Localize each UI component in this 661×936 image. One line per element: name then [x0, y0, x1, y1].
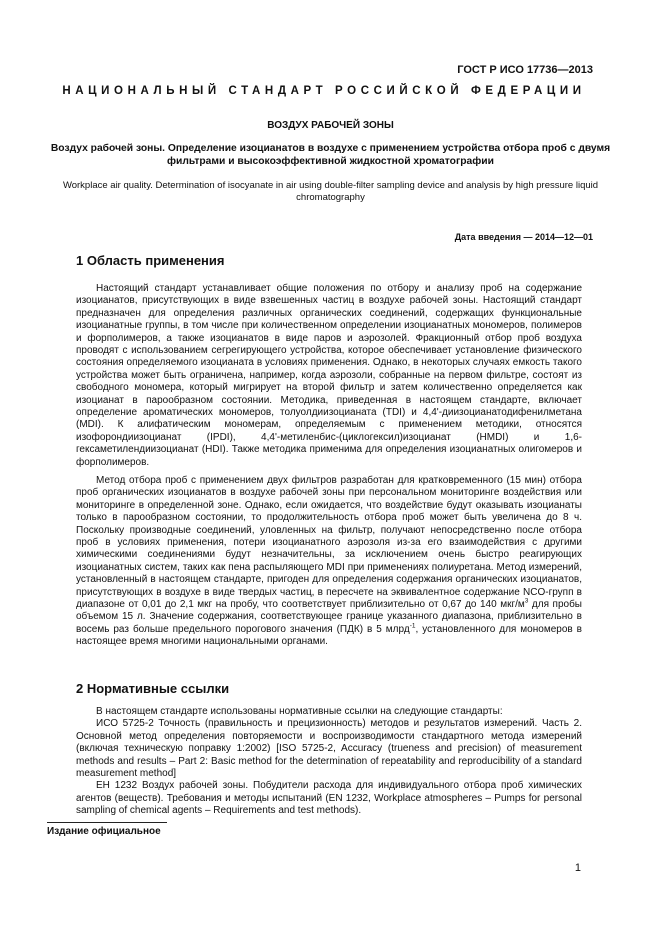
section-1-paragraph-2 — [76, 475, 582, 649]
superscript-cubed: 3 — [524, 597, 529, 605]
section-1-paragraph-2-part-a: Метод отбора проб с применением двух фильтров разработан для кратковременного (15 мин) отбора проб органических изоцианатов в воздухе рабочей зоны при персональном мониторинге воздействия или мониторинге в определенной зоне. Однако, если ожидается, что воздействие будут оказывать изоцианаты только в парообразном состоянии, то продолжительность отбора проб может быть увеличена до 8 ч. Поскольку производные соединений, уловленных на фильтр, получают непосредственно после отбора проб в условиях применения, потери изоцианатного аэрозоля из-за его взаимодействия с другими химическими соединениями будут незначительны, за исключением очень быстро реагирующих изоцианатных систем, таких как пена распыляющего MDI при применениях полиуретана. Метод измерений, установленный в настоящем стандарте, пригоден для определения содержания органических изоцианатов, присутствующих в воздухе в виде твердых частиц, в пересчете на эквивалентное содержание NCO-групп в диапазоне от 0,01 до 2,1 мкг на пробу, что соответствует приблизительно от 0,67 до 140 мкг/м — [76, 475, 582, 611]
superscript-minus-one: -1 — [409, 622, 416, 630]
section-1-paragraph-1: Настоящий стандарт устанавливает общие положения по отбору и анализу проб на содержание изоцианатов, присутствующих в виде взвешенных частиц в воздухе рабочей зоны. Настоящий стандарт предназначен для определения различных органических соединений, содержащих функциональные изоцианатные группы, в том числе при количественном определении изоцианатных мономеров, полимеров и форполимеров, а также изоцианатов в виде паров и аэрозолей. Фракционный отбор проб воздуха проводят с использованием сегрегирующего устройства, которое обеспечивает установление физического состояния определяемого изоцианата в условиях применения. Однако, в некоторых случаях емкость такого устройства может быть ограничена, например, когда аэрозоли, собранные на первом фильтре, состоят из свободного мономера, который мигрирует на второй фильтр и затем количественно определяется как изоцианат в парообразном состоянии. Методика, приведенная в настоящем стандарте, включает определение ароматических мономеров, толуолдиизоцианата (TDI) и 4,4'-диизоцианатодифенилметана (MDI). К алифатическим мономерам, определяемым с применением методики, относятся изофорондиизоцианат (IPDI), 4,4'-метиленбис-(циклогексил)изоцианат (HMDI) и 1,6-гексаметилендиизоцианат (HDI). Также методика применима для определения изоцианатных олигомеров и форполимеров. — [76, 283, 582, 468]
national-standard-banner: НАЦИОНАЛЬНЫЙ СТАНДАРТ РОССИЙСКОЙ ФЕДЕРАЦИИ — [62, 85, 586, 97]
section-1-paragraph-2-part-b: для пробы объемом 15 л. Значение содержания, соответствующее границе указанного диапазона, приблизительно в восемь раз больше предельного порогового значения (ПДК) в 5 млрд — [76, 599, 582, 635]
introduction-date: Дата введения — 2014—12—01 — [454, 232, 593, 242]
reference-en-1232: ЕН 1232 Воздух рабочей зоны. Побудители расхода для индивидуального отбора проб химических агентов (веществ). Требования и методы испытаний (EN 1232, Workplace atmospheres – Pumps for personal sampling of chemical agents – Requirements and test methods). — [76, 780, 582, 817]
section-2-body — [76, 706, 582, 818]
section-2-heading: 2 Нормативные ссылки — [76, 681, 230, 696]
reference-iso-5725-2: ИСО 5725-2 Точность (правильность и прецизионность) методов и результатов измерений. Часть 2. Основной метод определения повторяемости и воспроизводимости стандартного метода измерений (включая техническую поправку 1:2002) [ISO 5725-2, Accuracy (trueness and precision) of measurement methods and results – Part 2: Basic method for the determination of repeatability and reproducibility of a standard measurement method] — [76, 718, 582, 780]
title-ru-main: ВОЗДУХ РАБОЧЕЙ ЗОНЫ — [267, 120, 394, 131]
section-1-heading: 1 Область применения — [76, 253, 225, 268]
footer-divider — [47, 822, 167, 823]
title-en: Workplace air quality. Determination of isocyanate in air using double-filter sampling device and analysis by high pressure liquid chromatography — [62, 180, 599, 203]
document-code: ГОСТ Р ИСО 17736—2013 — [457, 64, 593, 76]
official-edition-label: Издание официальное — [47, 826, 161, 837]
page-number: 1 — [574, 862, 581, 874]
title-ru-full: Воздух рабочей зоны. Определение изоцианатов в воздухе с применением устройства отбора проб с двумя фильтрами и высокоэффективной жидкостной хроматографии — [50, 143, 611, 167]
section-2-intro: В настоящем стандарте использованы нормативные ссылки на следующие стандарты: — [96, 706, 503, 717]
section-1-paragraph-2-part-c: , установленного для мономеров в настоящее время многими национальными органами. — [76, 623, 582, 648]
